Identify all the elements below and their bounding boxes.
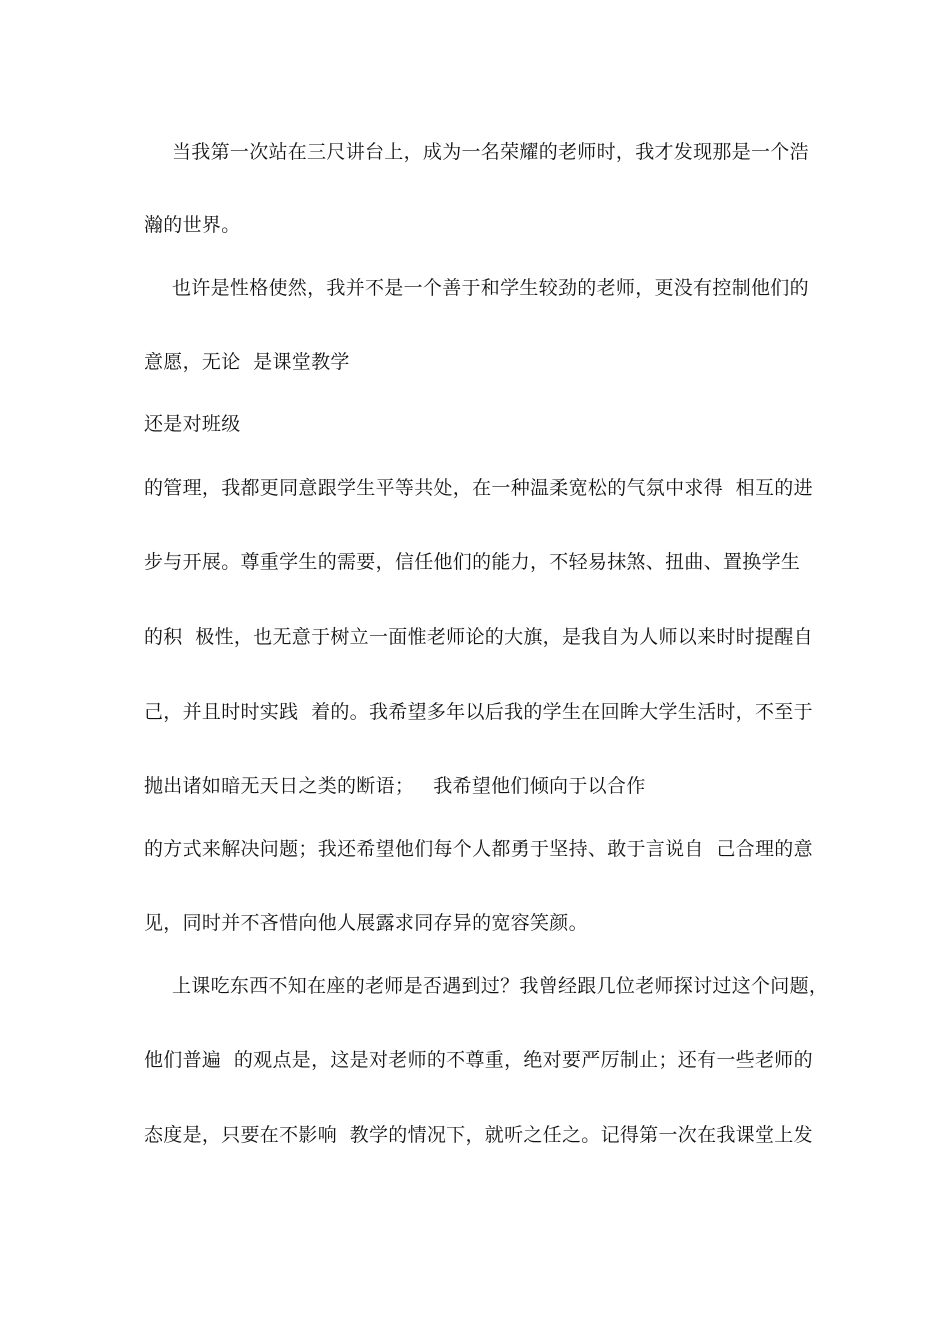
text-line: 的管理，我都更同意跟学生平等共处，在一种温柔宽松的气氛中求得 相互的进 [144,477,813,499]
text-line: 瀚的世界。 [144,214,241,236]
text-line: 抛出诸如暗无天日之类的断语； 我希望他们倾向于以合作 [144,775,646,797]
text-line: 当我第一次站在三尺讲台上，成为一名荣耀的老师时，我才发现那是一个浩 [172,141,809,163]
text-line: 步与开展。尊重学生的需要，信任他们的能力，不轻易抹煞、扭曲、置换学生 [144,551,801,573]
text-line: 的积 极性，也无意于树立一面惟老师论的大旗，是我自为人师以来时时提醒自 [144,626,813,648]
text-line: 上课吃东西不知在座的老师是否遇到过？我曾经跟几位老师探讨过这个问题， [172,975,829,997]
text-line: 意愿，无论 是课堂教学 [144,351,350,373]
text-line: 也许是性格使然，我并不是一个善于和学生较劲的老师，更没有控制他们的 [172,277,809,299]
text-line: 他们普遍 的观点是，这是对老师的不尊重，绝对要严厉制止；还有一些老师的 [144,1049,813,1071]
text-line: 见，同时并不吝惜向他人展露求同存异的宽容笑颜。 [144,912,588,934]
text-line: 还是对班级 [144,413,241,435]
text-line: 态度是，只要在不影响 教学的情况下，就听之任之。记得第一次在我课堂上发 [144,1124,813,1146]
text-line: 的方式来解决问题；我还希望他们每个人都勇于坚持、敢于言说自 己合理的意 [144,838,813,860]
text-line: 己，并且时时实践 着的。我希望多年以后我的学生在回眸大学生活时，不至于 [144,701,813,723]
